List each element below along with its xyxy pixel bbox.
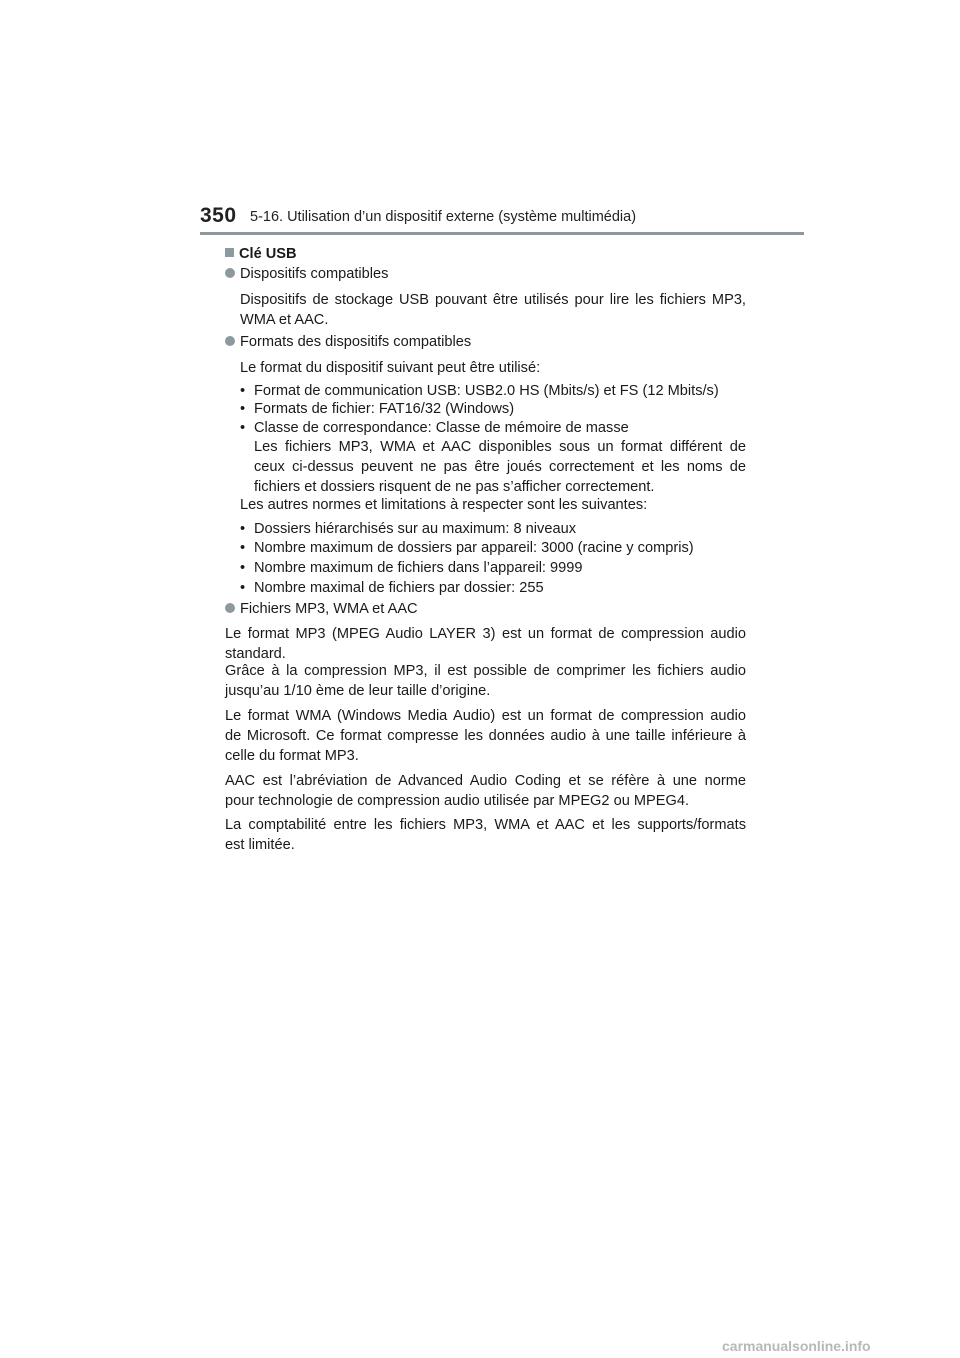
files-para4-line: est limitée. xyxy=(225,837,295,853)
files-label: Fichiers MP3, WMA et AAC xyxy=(225,599,418,619)
format-item: • Classe de correspondance: Classe de mémoire de masse xyxy=(240,420,629,436)
compatible-devices-label: Dispositifs compatibles xyxy=(225,264,388,284)
files-para1-line: Le format MP3 (MPEG Audio LAYER 3) est un format de compression audio xyxy=(225,626,746,642)
files-para4-line: La comptabilité entre les fichiers MP3, WMA et AAC et les supports/formats xyxy=(225,817,746,833)
round-bullet-icon xyxy=(225,603,235,613)
files-para2-line: celle du format MP3. xyxy=(225,748,359,764)
files-para3-line: pour technologie de compression audio utilisée par MPEG2 ou MPEG4. xyxy=(225,793,690,809)
limit-item: • Nombre maximal de fichiers par dossier: 255 xyxy=(240,580,544,596)
files-para1-line: standard. xyxy=(225,646,286,662)
limit-item: • Nombre maximum de dossiers par appareil: 3000 (racine y compris) xyxy=(240,540,694,556)
section-heading: Clé USB xyxy=(225,244,297,264)
limit-item: • Nombre maximum de fichiers dans l’appareil: 9999 xyxy=(240,560,583,576)
limits-intro: Les autres normes et limitations à respecter sont les suivantes: xyxy=(240,497,648,513)
format-note-line-1: Les fichiers MP3, WMA et AAC disponibles sous un format différent de xyxy=(254,439,746,455)
page-number: 350 xyxy=(200,204,237,227)
round-bullet-icon xyxy=(225,268,235,278)
format-note-line-2: ceux ci-dessus peuvent ne pas être joués correctement et les noms de xyxy=(254,459,746,475)
page-header xyxy=(200,204,804,236)
header-rule xyxy=(200,232,804,235)
round-bullet-icon xyxy=(225,336,235,346)
files-para2-line: de Microsoft. Ce format compresse les données audio à une taille inférieure à xyxy=(225,728,746,744)
format-note-line-3: fichiers et dossiers risquent de ne pas s’afficher correctement. xyxy=(254,479,655,495)
formats-label: Formats des dispositifs compatibles xyxy=(225,332,471,352)
format-item: • Format de communication USB: USB2.0 HS (Mbits/s) et FS (12 Mbits/s) xyxy=(240,383,719,399)
section-title: 5-16. Utilisation d’un dispositif externe (système multimédia) xyxy=(250,209,637,225)
format-item: • Formats de fichier: FAT16/32 (Windows) xyxy=(240,401,515,417)
files-para3-line: AAC est l’abréviation de Advanced Audio Coding et se réfère à une norme xyxy=(225,773,746,789)
square-bullet-icon xyxy=(225,248,234,257)
compatible-devices-line-1: Dispositifs de stockage USB pouvant être utilisés pour lire les fichiers MP3, xyxy=(240,292,746,308)
files-para2-line: Le format WMA (Windows Media Audio) est un format de compression audio xyxy=(225,708,746,724)
watermark: carmanualsonline.info xyxy=(722,1338,871,1354)
files-para1-line: Grâce à la compression MP3, il est possible de comprimer les fichiers audio xyxy=(225,663,746,679)
limit-item: • Dossiers hiérarchisés sur au maximum: 8 niveaux xyxy=(240,521,576,537)
files-para1-line: jusqu’au 1/10 ème de leur taille d’origine. xyxy=(225,683,491,699)
compatible-devices-line-2: WMA et AAC. xyxy=(240,312,329,328)
formats-intro: Le format du dispositif suivant peut être utilisé: xyxy=(240,360,541,376)
